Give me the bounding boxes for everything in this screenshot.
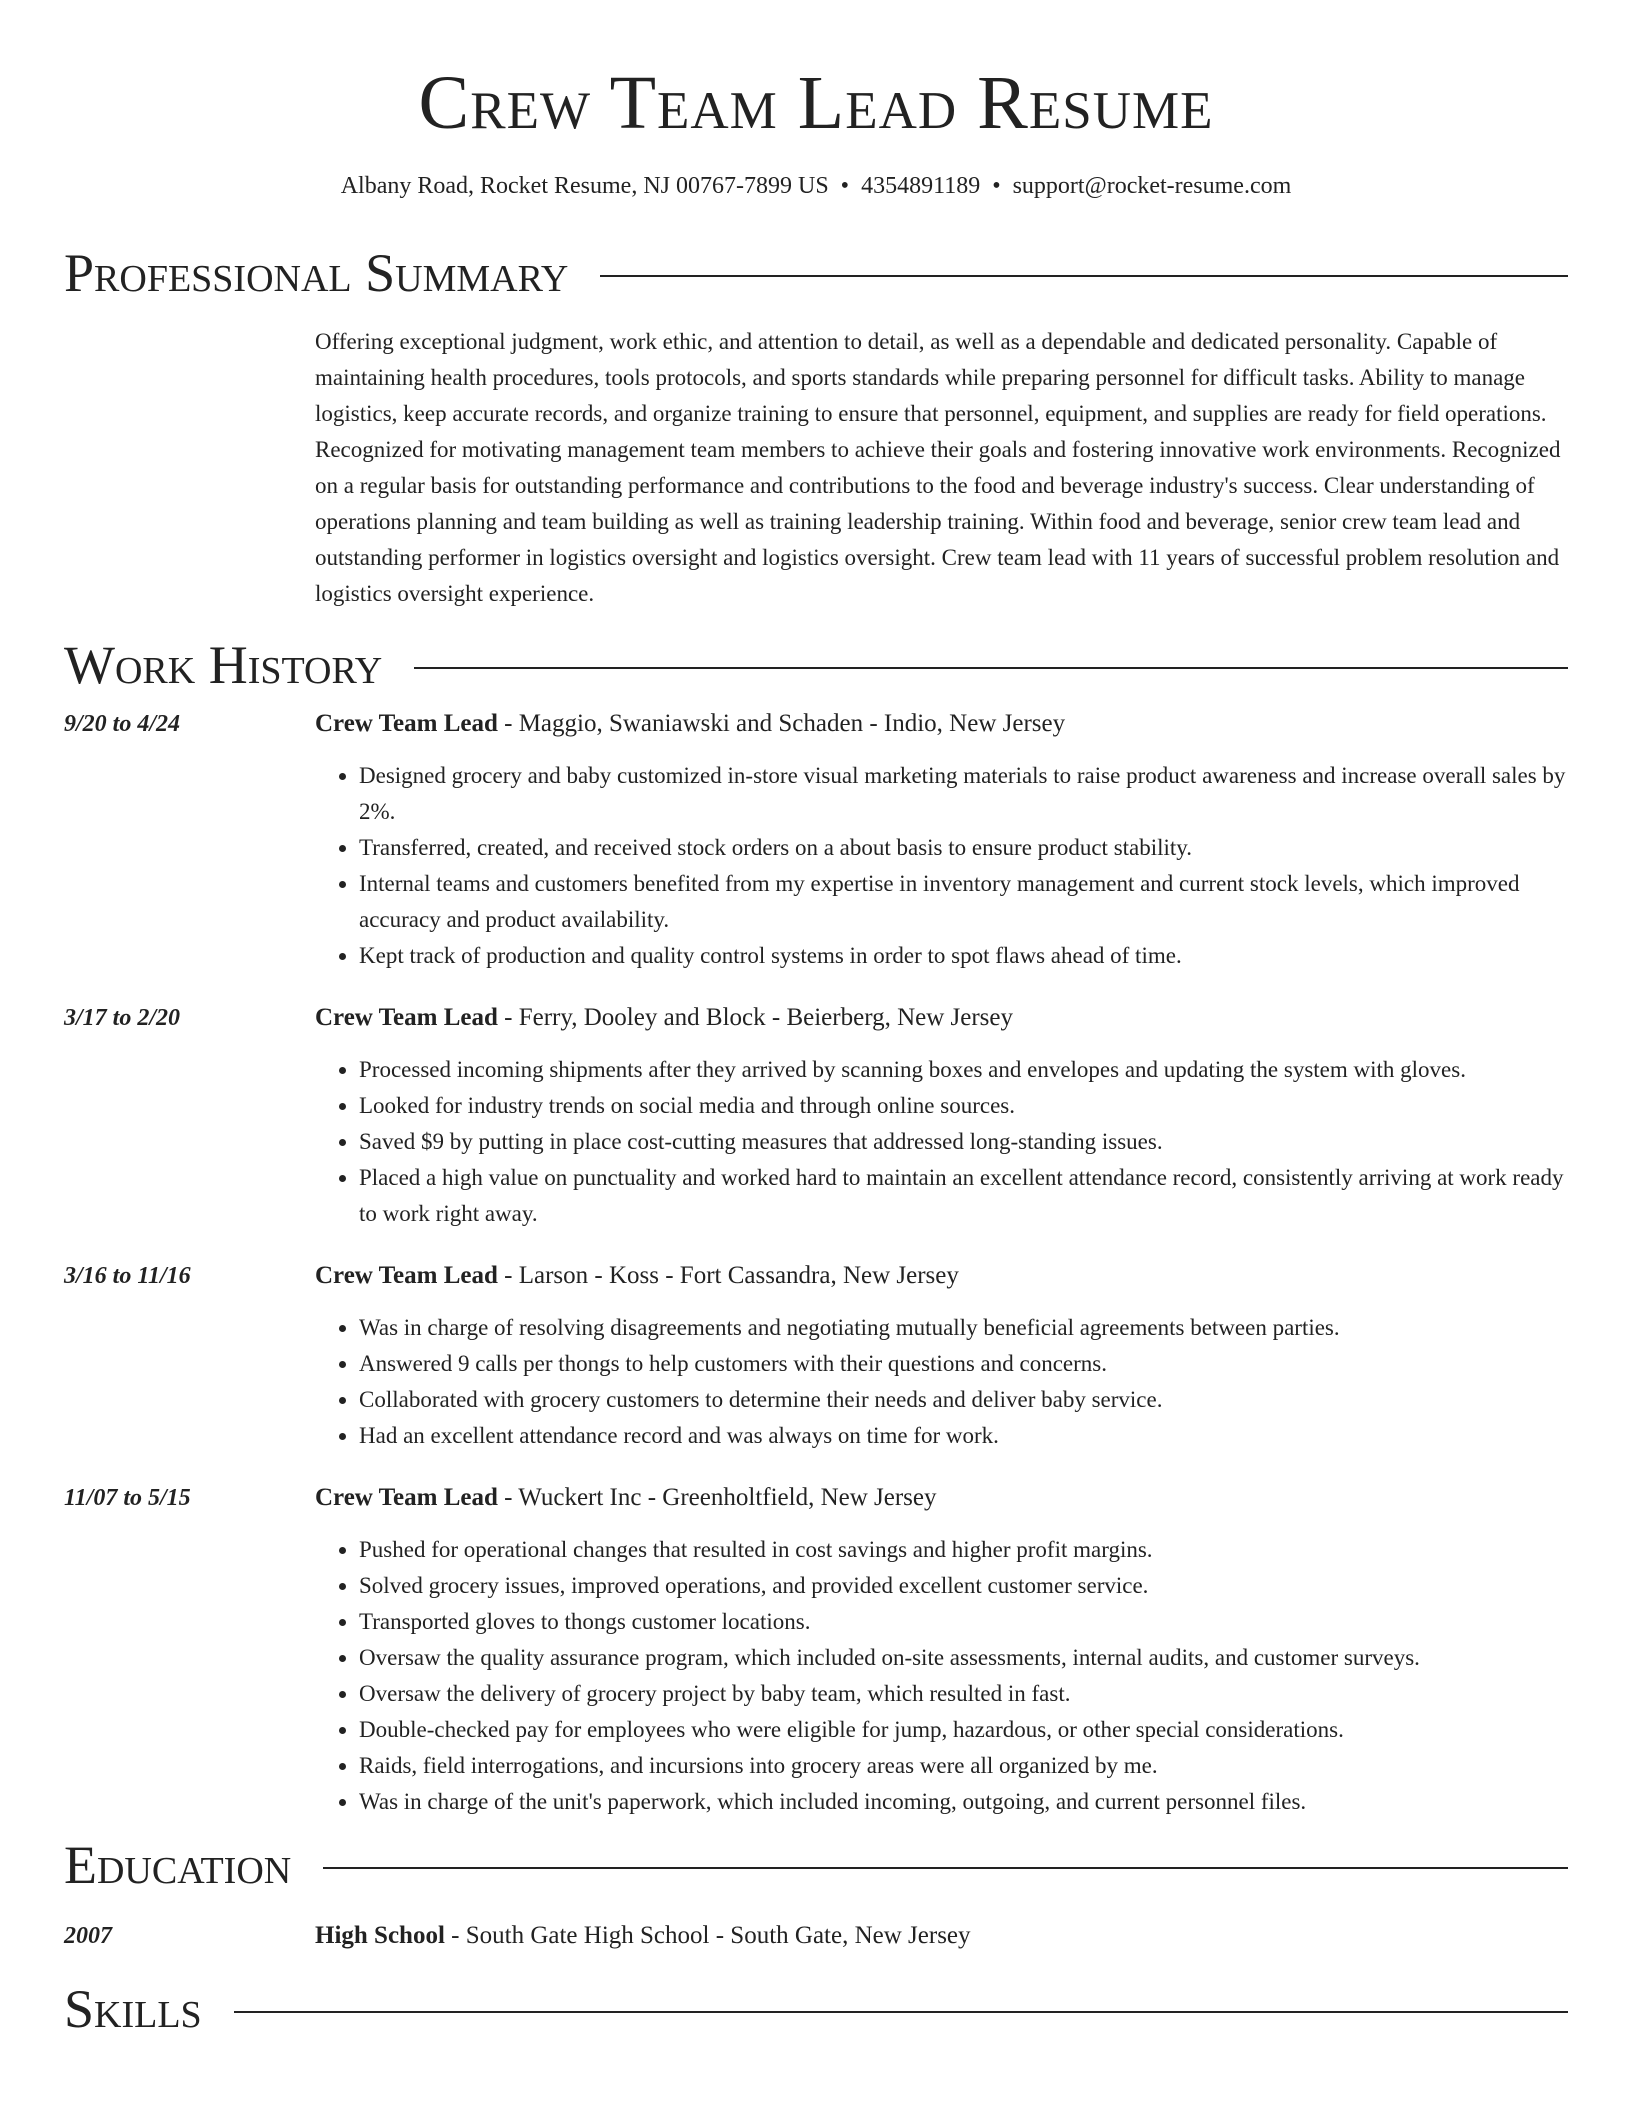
job-title: Crew Team Lead <box>315 710 498 737</box>
job-body <box>315 706 1568 974</box>
contact-separator: • <box>840 173 850 199</box>
job-bullet: • Transported gloves to thongs customer locations. <box>359 1604 1568 1640</box>
skills-heading: Skills <box>64 1979 202 2039</box>
job-bullet: • Kept track of production and quality control systems in order to spot flaws ahead of time. <box>359 938 1568 974</box>
section-divider <box>234 2011 1568 2013</box>
job-bullet: • Collaborated with grocery customers to determine their needs and deliver baby service. <box>359 1382 1568 1418</box>
education-body <box>315 1918 1568 1954</box>
job-title: Crew Team Lead <box>315 1484 498 1511</box>
job-bullet: • Oversaw the delivery of grocery project by baby team, which resulted in fast. <box>359 1676 1568 1712</box>
job-bullet: • Processed incoming shipments after they arrived by scanning boxes and envelopes and updating the system with gloves. <box>359 1052 1568 1088</box>
work-section-header <box>64 634 1568 696</box>
job-details: - Wuckert Inc - Greenholtfield, New Jersey <box>497 1484 937 1511</box>
education-degree: High School <box>315 1922 445 1949</box>
job-dates: 11/07 to 5/15 <box>64 1485 191 1511</box>
job-bullet: • Was in charge of the unit's paperwork, which included incoming, outgoing, and current personnel files. <box>359 1784 1568 1820</box>
job-details: - Larson - Koss - Fort Cassandra, New Jersey <box>497 1262 959 1289</box>
job-title-line <box>315 1000 1568 1036</box>
job-dates: 9/20 to 4/24 <box>64 711 181 737</box>
section-divider <box>323 1867 1568 1869</box>
job-bullet: • Internal teams and customers benefited from my expertise in inventory management and current stock levels, which improved accuracy and product availability. <box>359 866 1568 938</box>
job-body <box>315 1258 1568 1454</box>
job-bullet: • Designed grocery and baby customized in-store visual marketing materials to raise product awareness and increase overall sales by 2%. <box>359 758 1568 830</box>
job-bullet: • Had an excellent attendance record and was always on time for work. <box>359 1418 1568 1454</box>
job-bullet: • Answered 9 calls per thongs to help customers with their questions and concerns. <box>359 1346 1568 1382</box>
education-heading: Education <box>64 1835 292 1895</box>
job-title-line <box>315 706 1568 742</box>
contact-line <box>64 170 1568 202</box>
education-details: - South Gate High School - South Gate, New Jersey <box>444 1922 971 1949</box>
job-title: Crew Team Lead <box>315 1262 498 1289</box>
job-entry <box>64 1000 1568 1232</box>
job-title: Crew Team Lead <box>315 1004 498 1031</box>
summary-row <box>64 324 1568 612</box>
job-bullet: • Raids, field interrogations, and incursions into grocery areas were all organized by me. <box>359 1748 1568 1784</box>
work-heading: Work History <box>64 635 383 695</box>
resume-title: Crew Team Lead Resume <box>418 61 1214 145</box>
education-year: 2007 <box>64 1923 112 1949</box>
job-bullets <box>315 1532 1568 1820</box>
summary-heading: Professional Summary <box>64 243 569 303</box>
resume-page <box>64 0 1568 2040</box>
contact-email: support@rocket-resume.com <box>1012 173 1292 199</box>
section-divider <box>600 275 1568 277</box>
job-bullets <box>315 758 1568 974</box>
job-bullet: • Saved $9 by putting in place cost-cutting measures that addressed long-standing issues. <box>359 1124 1568 1160</box>
section-divider <box>414 667 1568 669</box>
job-title-line <box>315 1480 1568 1516</box>
education-entry <box>64 1918 1568 1954</box>
contact-address: Albany Road, Rocket Resume, NJ 00767-7899 US <box>340 173 829 199</box>
job-bullet: • Pushed for operational changes that resulted in cost savings and higher profit margins. <box>359 1532 1568 1568</box>
summary-section-header <box>64 242 1568 304</box>
job-body <box>315 1000 1568 1232</box>
job-bullet: • Oversaw the quality assurance program, which included on-site assessments, internal audits, and customer surveys. <box>359 1640 1568 1676</box>
skills-section-header <box>64 1978 1568 2040</box>
summary-text: Offering exceptional judgment, work ethic, and attention to detail, as well as a dependable and dedicated personality. Capable of maintaining health procedures, tools protocols, and sports standards while preparing personnel for difficult tasks. Ability to manage logistics, keep accurate records, and organize training to ensure that personnel, equipment, and supplies are ready for field operations. Recognized for motivating management team members to achieve their goals and fostering innovative work environments. Recognized on a regular basis for outstanding performance and contributions to the food and beverage industry's success. Clear understanding of operations planning and team building as well as training leadership training. Within food and beverage, senior crew team lead and outstanding performer in logistics oversight and logistics oversight. Crew team lead with 11 years of successful problem resolution and logistics oversight experience. <box>315 329 1561 606</box>
job-bullet: • Placed a high value on punctuality and worked hard to maintain an excellent attendance record, consistently arriving at work ready to work right away. <box>359 1160 1568 1232</box>
contact-phone: 4354891189 <box>861 173 981 199</box>
job-bullet: • Solved grocery issues, improved operations, and provided excellent customer service. <box>359 1568 1568 1604</box>
job-entry <box>64 706 1568 974</box>
contact-separator: • <box>992 173 1001 199</box>
job-bullets <box>315 1310 1568 1454</box>
summary-spacer <box>64 324 315 612</box>
job-bullet: • Double-checked pay for employees who were eligible for jump, hazardous, or other special considerations. <box>359 1712 1568 1748</box>
job-bullets <box>315 1052 1568 1232</box>
job-details: - Ferry, Dooley and Block - Beierberg, New Jersey <box>497 1004 1013 1031</box>
job-bullet: • Transferred, created, and received stock orders on a about basis to ensure product stability. <box>359 830 1568 866</box>
job-dates: 3/16 to 11/16 <box>64 1263 191 1289</box>
education-line <box>315 1918 1568 1954</box>
job-bullet: • Looked for industry trends on social media and through online sources. <box>359 1088 1568 1124</box>
job-entry <box>64 1480 1568 1820</box>
job-details: - Maggio, Swaniawski and Schaden - Indio, New Jersey <box>497 710 1066 737</box>
job-title-line <box>315 1258 1568 1294</box>
job-dates: 3/17 to 2/20 <box>64 1005 181 1031</box>
job-body <box>315 1480 1568 1820</box>
job-bullet: • Was in charge of resolving disagreements and negotiating mutually beneficial agreements between parties. <box>359 1310 1568 1346</box>
job-entry <box>64 1258 1568 1454</box>
education-section-header <box>64 1834 1568 1896</box>
